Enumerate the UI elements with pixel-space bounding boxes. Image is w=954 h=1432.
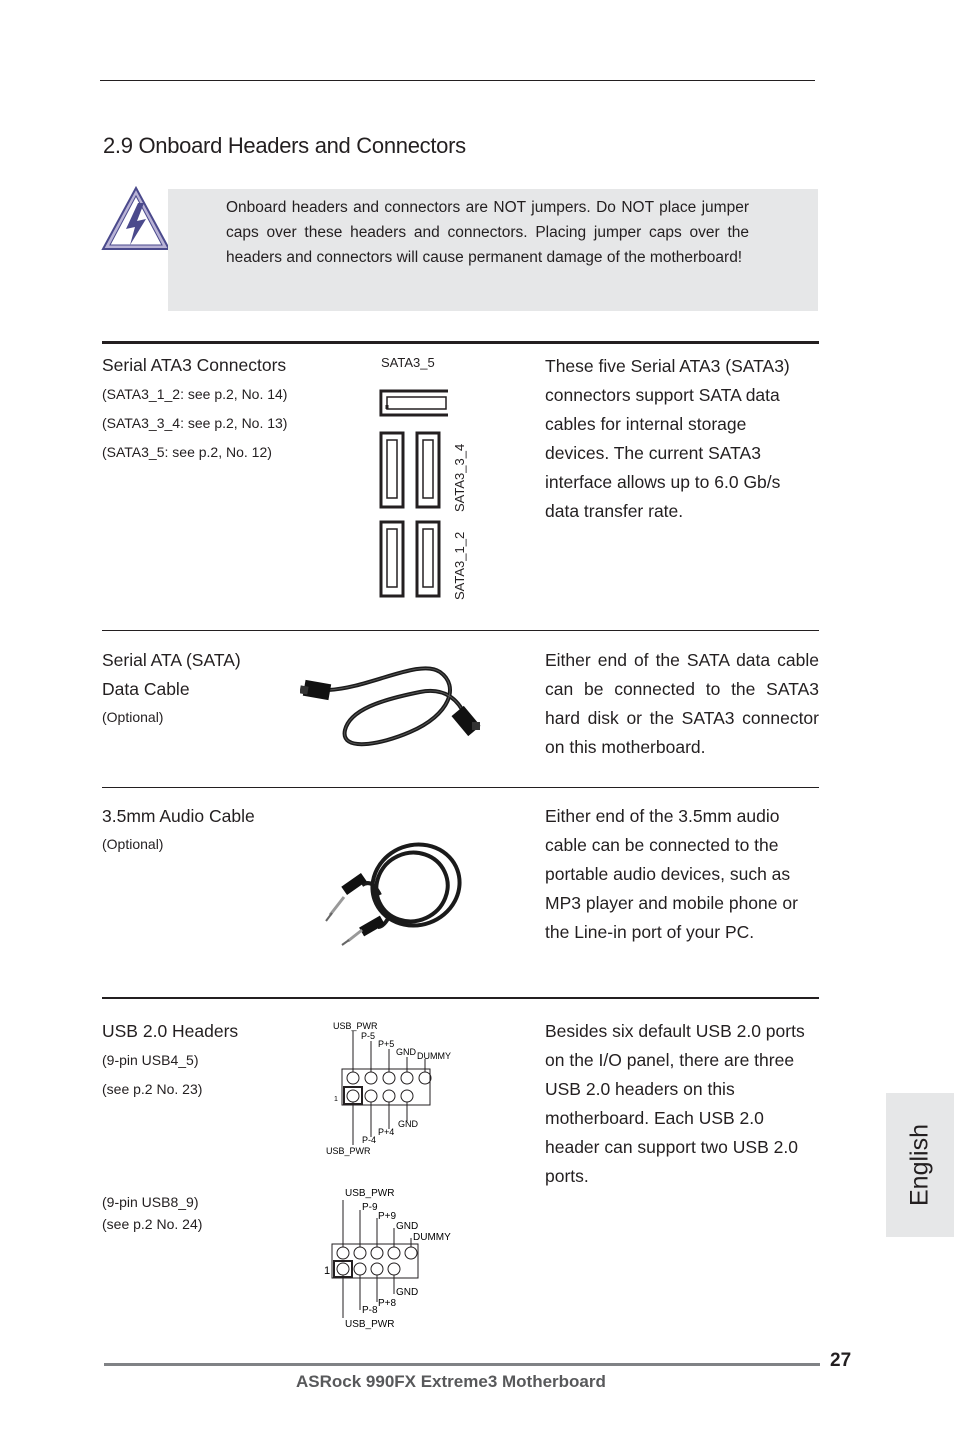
footer-title: ASRock 990FX Extreme3 Motherboard [296,1372,606,1391]
audio-cable-optional: (Optional) [102,836,164,852]
sata-cable-title-1: Serial ATA (SATA) [102,650,241,670]
sata3-ref-3: (SATA3_5: see p.2, No. 12) [102,444,272,460]
usb-header1-ref-2: (see p.2 No. 23) [102,1081,203,1097]
sata-cable-optional: (Optional) [102,709,164,725]
sata3-3-4-label: SATA3_3_4 [452,443,467,512]
usb-title: USB 2.0 Headers [102,1021,239,1041]
section-title: 2.9 Onboard Headers and Connectors [103,133,466,158]
usb-header2-ref-2: (see p.2 No. 24) [102,1216,203,1232]
divider [102,787,819,788]
warning-triangle-icon [100,185,172,253]
usb2-p-plus: P+9 [378,1211,397,1222]
usb2-p-minus-b: P-8 [362,1305,378,1316]
top-rule [100,80,815,81]
usb-header2-diagram [322,1182,472,1332]
usb2-p-minus: P-9 [362,1202,378,1213]
usb-header2-ref-1: (9-pin USB8_9) [102,1194,199,1210]
usb1-gnd-bottom: GND [398,1119,418,1129]
sata3-ref-2: (SATA3_3_4: see p.2, No. 13) [102,415,288,431]
usb2-pin1: 1 [324,1265,331,1277]
sata3-description: These five Serial ATA3 (SATA3) connectors support SATA data cables for internal storage devices. The current SATA3 interface allows up to 6.0 Gb/s data transfer rate. [545,356,790,521]
usb1-p-minus-b: P-4 [362,1135,377,1145]
sata3-ref-1: (SATA3_1_2: see p.2, No. 14) [102,386,288,402]
sata-cable-image [300,660,490,752]
audio-cable-description: Either end of the 3.5mm audio cable can be connected to the portable audio devices, such as MP3 player and mobile phone or the Line-in port of your PC. [545,806,798,942]
usb1-p-minus: P-5 [361,1031,376,1041]
audio-cable-title: 3.5mm Audio Cable [102,806,255,826]
usb1-gnd-top: GND [396,1047,416,1057]
divider [102,341,819,344]
warning-text: Onboard headers and connectors are NOT jumpers. Do NOT place jumper caps over these headers and connectors. Placing jumper caps over the headers and connectors will cause permanent damage of the motherboard! [226,199,749,266]
divider [102,997,819,999]
usb1-bottom-pwr: USB_PWR [326,1146,371,1156]
usb1-top-pwr: USB_PWR [333,1021,378,1031]
page-number: 27 [830,1350,852,1371]
usb2-gnd-top: GND [396,1221,419,1232]
sata3-connector-diagram [378,385,448,600]
audio-cable-image [320,835,470,950]
footer-rule [104,1363,820,1366]
usb-description: Besides six default USB 2.0 ports on the I/O panel, there are three USB 2.0 headers on this motherboard. Each USB 2.0 header can support two USB 2.0 ports. [545,1021,805,1186]
language-tab-label: English [905,1124,934,1206]
usb2-gnd-bottom: GND [396,1287,419,1298]
sata3-title: Serial ATA3 Connectors [102,355,287,375]
sata3-5-label: SATA3_5 [381,355,435,370]
usb2-dummy: DUMMY [413,1232,451,1243]
usb-header1-ref-1: (9-pin USB4_5) [102,1052,199,1068]
divider [102,630,819,631]
usb-header1-diagram [320,1015,470,1160]
usb2-top-pwr: USB_PWR [345,1188,395,1199]
usb2-bottom-pwr: USB_PWR [345,1319,395,1330]
usb1-p-plus: P+5 [378,1039,395,1049]
sata3-1-2-label: SATA3_1_2 [452,531,467,600]
usb1-dummy: DUMMY [417,1051,451,1061]
usb1-pin1: 1 [334,1096,338,1103]
sata-cable-description: Either end of the SATA data cable can be connected to the SATA3 hard disk or the SATA3 connector on this motherboard. [545,650,819,757]
usb1-p-plus-b: P+4 [378,1127,395,1137]
usb2-p-plus-b: P+8 [378,1298,397,1309]
sata-cable-title-2: Data Cable [102,679,190,699]
